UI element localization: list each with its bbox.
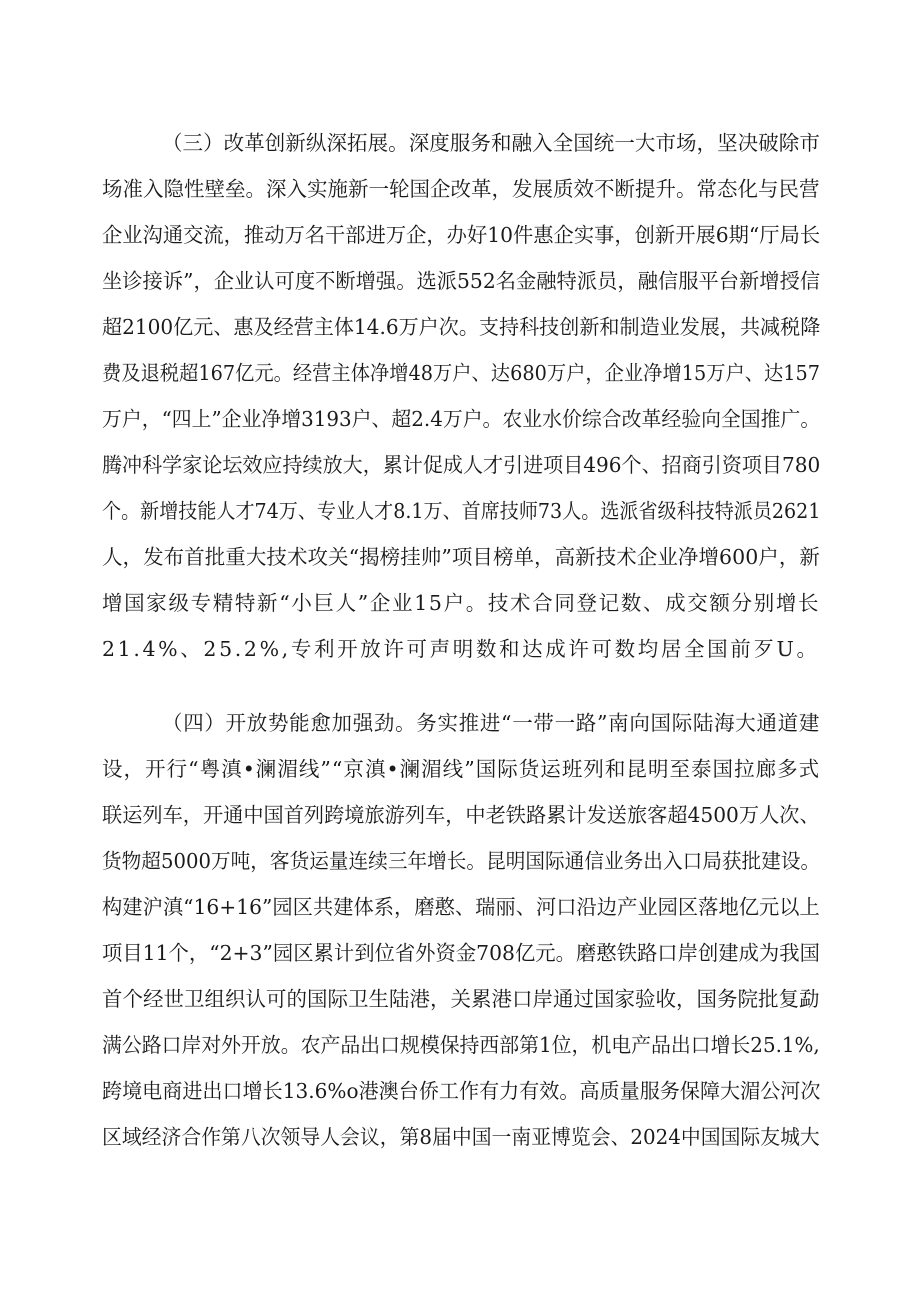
text-line: 首个经世卫组织认可的国际卫生陆港，关累港口岸通过国家验收，国务院批复勐 bbox=[102, 987, 820, 1011]
text-line: 人，发布首批重大技术攻关“揭榜挂帅”项目榜单，高新技术企业净增600户，新 bbox=[102, 545, 820, 569]
text-line: 企业沟通交流，推动万名干部进万企，办好10件惠企实事，创新开展6期“厅局长 bbox=[102, 223, 821, 247]
text-line: 构建沪滇“16+16”园区共建体系，磨憨、瑞丽、河口沿边产业园区落地亿元以上 bbox=[102, 895, 820, 919]
text-line: （四）开放势能愈加强劲。务实推进“一带一路”南向国际陆海大通道建 bbox=[162, 711, 821, 735]
text-line: 费及退税超167亿元。经营主体净增48万户、达680万户，企业净增15万户、达157 bbox=[102, 361, 821, 385]
text-line: 场准入隐性壁垒。深入实施新一轮国企改革，发展质效不断提升。常态化与民营 bbox=[102, 177, 820, 201]
text-line: 区域经济合作第八次领导人会议，第8届中国一南亚博览会、2024中国国际友城大 bbox=[102, 1125, 820, 1149]
text-line: 坐诊接诉”，企业认可度不断增强。选派552名金融特派员，融信服平台新增授信 bbox=[102, 269, 821, 293]
text-line: 超2100亿元、惠及经营主体14.6万户次。支持科技创新和制造业发展，共减税降 bbox=[102, 315, 821, 339]
text-line: 跨境电商进出口增长13.6%o港澳台侨工作有力有效。高质量服务保障大湄公河次 bbox=[102, 1079, 821, 1103]
text-line: （三）改革创新纵深拓展。深度服务和融入全国统一大市场，坚决破除市 bbox=[162, 131, 820, 155]
text-line: 货物超5000万吨，客货运量连续三年增长。昆明国际通信业务出入口局获批建设。 bbox=[102, 849, 821, 873]
text-line: 满公路口岸对外开放。农产品出口规模保持西部第1位，机电产品出口增长25.1%, bbox=[102, 1033, 820, 1057]
text-line: 项目11个，“2+3”园区累计到位省外资金708亿元。磨憨铁路口岸创建成为我国 bbox=[102, 941, 820, 965]
text-line: 21.4%、25.2%,专利开放许可声明数和达成许可数均居全国前歹U。 bbox=[102, 637, 820, 661]
text-line: 万户，“四上”企业净增3193户、超2.4万户。农业水价综合改革经验向全国推广。 bbox=[102, 407, 821, 431]
text-line: 增国家级专精特新“小巨人”企业15户。技术合同登记数、成交额分别增长 bbox=[102, 591, 821, 615]
text-line: 联运列车，开通中国首列跨境旅游列车，中老铁路累计发送旅客超4500万人次、 bbox=[102, 803, 820, 827]
text-line: 个。新增技能人才74万、专业人才8.1万、首席技师73人。选派省级科技特派员2621 bbox=[102, 499, 821, 523]
text-line: 腾冲科学家论坛效应持续放大，累计促成人才引进项目496个、招商引资项目780 bbox=[102, 453, 821, 477]
text-line: 设，开行“粤滇•澜湄线”“京滇•澜湄线”国际货运班列和昆明至泰国拉廊多式 bbox=[102, 757, 821, 781]
